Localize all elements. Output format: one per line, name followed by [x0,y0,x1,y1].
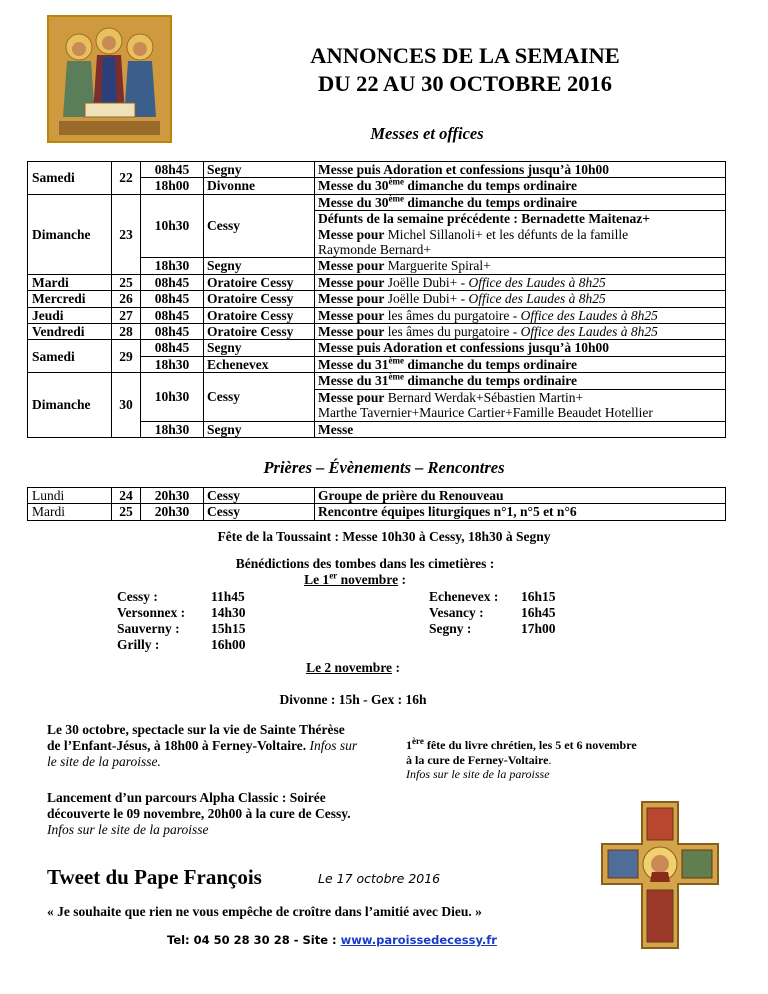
prayers-table [27,487,726,521]
tweet-date: Le 17 octobre 2016 [318,871,441,886]
cemetery-list-left [117,589,246,653]
desc-cell: Défunts de la semaine précédente : Bernadette Maitenaz+ [315,211,726,227]
desc-cell: Messe [315,421,726,437]
time-cell: 18h30 [141,356,204,372]
place-cell: Cessy [204,194,315,258]
book-fair-announcement: 1ère fête du livre chrétien, les 5 et 6 novembre à la cure de Ferney-Voltaire. Infos sur le site de la paroisse [406,736,637,781]
date-cell: 22 [112,162,141,195]
footer-site-link[interactable]: www.paroissedecessy.fr [340,933,497,947]
page-title-line2: DU 22 AU 30 OCTOBRE 2016 [318,71,612,96]
time-cell: 10h30 [141,373,204,421]
benedictions-title: Bénédictions des tombes dans les cimetières : [235,556,495,571]
desc-cell: Messe pour Marguerite Spiral+ [315,258,726,274]
table-row [28,307,726,323]
list-item: Segny : 17h00 [429,621,556,636]
place-cell: Echenevex [204,356,315,372]
masses-section-title: Messes et offices [370,124,484,143]
table-row [28,340,726,356]
date-cell: 28 [112,324,141,340]
time-cell: 18h00 [141,178,204,194]
footer-contact [167,933,497,947]
masses-table [27,161,726,438]
place-cell: Segny [204,421,315,437]
place-cell: Oratoire Cessy [204,274,315,290]
time-cell: 08h45 [141,307,204,323]
table-row [28,194,726,210]
time-cell: 10h30 [141,194,204,258]
place-cell: Oratoire Cessy [204,324,315,340]
day-cell: Mercredi [28,291,112,307]
first-november-heading: Le 1er novembre : [304,570,406,587]
date-cell: 27 [112,307,141,323]
desc-cell: Messe pour Joëlle Dubi+ - Office des Laudes à 8h25 [315,274,726,290]
tweet-quote: « Je souhaite que rien ne vous empêche de croître dans l’amitié avec Dieu. » [47,904,482,919]
place-cell: Oratoire Cessy [204,291,315,307]
desc-cell: Messe puis Adoration et confessions jusqu’à 10h00 [315,340,726,356]
table-row [28,324,726,340]
date-cell: 29 [112,340,141,373]
alpha-announcement: Lancement d’un parcours Alpha Classic : Soirée découverte le 09 novembre, 20h00 à la cure de Cessy. Infos sur le site de la paroisse [47,790,351,837]
place-cell: Cessy [204,488,315,504]
table-row [28,291,726,307]
desc-cell: Raymonde Bernard+ [315,242,726,258]
list-item: Vesancy : 16h45 [429,605,556,620]
place-cell: Divonne [204,178,315,194]
date-cell: 23 [112,194,141,274]
desc-cell: Messe pour les âmes du purgatoire - Office des Laudes à 8h25 [315,324,726,340]
desc-cell: Messe du 31ème dimanche du temps ordinaire [315,356,726,372]
day-cell: Mardi [28,274,112,290]
table-row [28,162,726,178]
place-cell: Cessy [204,373,315,421]
day-cell: Dimanche [28,194,112,274]
desc-cell: Messe pour Joëlle Dubi+ - Office des Laudes à 8h25 [315,291,726,307]
list-item: Cessy : 11h45 [117,589,245,604]
place-cell: Segny [204,340,315,356]
date-cell: 26 [112,291,141,307]
desc-cell: Messe puis Adoration et confessions jusqu’à 10h00 [315,162,726,178]
divonne-gex-line: Divonne : 15h - Gex : 16h [279,692,427,707]
date-cell: 25 [112,504,141,520]
time-cell: 08h45 [141,162,204,178]
place-cell: Oratoire Cessy [204,307,315,323]
table-row [28,373,726,389]
day-cell: Mardi [28,504,112,520]
desc-cell: Messe du 31ème dimanche du temps ordinaire [315,373,726,389]
desc-cell: Messe du 30ème dimanche du temps ordinaire [315,178,726,194]
day-cell: Samedi [28,162,112,195]
day-cell: Dimanche [28,373,112,438]
place-cell: Segny [204,162,315,178]
desc-cell: Messe pour Bernard Werdak+Sébastien Martin+ [315,389,726,405]
time-cell: 08h45 [141,274,204,290]
table-row [28,504,726,520]
prayers-section-title: Prières – Évènements – Rencontres [263,458,505,477]
cemetery-list-right [429,589,556,637]
desc-cell: Groupe de prière du Renouveau [315,488,726,504]
time-cell: 08h45 [141,291,204,307]
time-cell: 08h45 [141,324,204,340]
date-cell: 24 [112,488,141,504]
desc-cell: Marthe Tavernier+Maurice Cartier+Famille Beaudet Hotellier [315,405,726,421]
table-row [28,274,726,290]
time-cell: 20h30 [141,488,204,504]
list-item: Sauverny : 15h15 [117,621,246,636]
desc-cell: Messe pour Michel Sillanoli+ et les défunts de la famille [315,227,726,242]
tweet-title: Tweet du Pape François [47,865,262,889]
date-cell: 30 [112,373,141,438]
table-row [28,488,726,504]
place-cell: Segny [204,258,315,274]
place-cell: Cessy [204,504,315,520]
spectacle-announcement: Le 30 octobre, spectacle sur la vie de Sainte Thérèse de l’Enfant-Jésus, à 18h00 à Ferney-Voltaire. Infos sur le site de la paroisse. [47,722,358,769]
day-cell: Lundi [28,488,112,504]
second-november-heading: Le 2 novembre : [306,660,400,675]
time-cell: 20h30 [141,504,204,520]
toussaint-line: Fête de la Toussaint : Messe 10h30 à Cessy, 18h30 à Segny [217,529,551,544]
list-item: Echenevex : 16h15 [429,589,556,604]
desc-cell: Messe du 30ème dimanche du temps ordinaire [315,194,726,210]
list-item: Grilly : 16h00 [117,637,246,652]
desc-cell: Messe pour les âmes du purgatoire - Office des Laudes à 8h25 [315,307,726,323]
day-cell: Vendredi [28,324,112,340]
date-cell: 25 [112,274,141,290]
day-cell: Samedi [28,340,112,373]
page-title-line1: ANNONCES DE LA SEMAINE [310,43,620,68]
time-cell: 18h30 [141,421,204,437]
day-cell: Jeudi [28,307,112,323]
cross-icon-image [600,800,720,950]
list-item: Versonnex : 14h30 [117,605,246,620]
footer-phone: Tel: 04 50 28 30 28 - Site : [167,933,341,947]
time-cell: 08h45 [141,340,204,356]
desc-cell: Rencontre équipes liturgiques n°1, n°5 et n°6 [315,504,726,520]
time-cell: 18h30 [141,258,204,274]
